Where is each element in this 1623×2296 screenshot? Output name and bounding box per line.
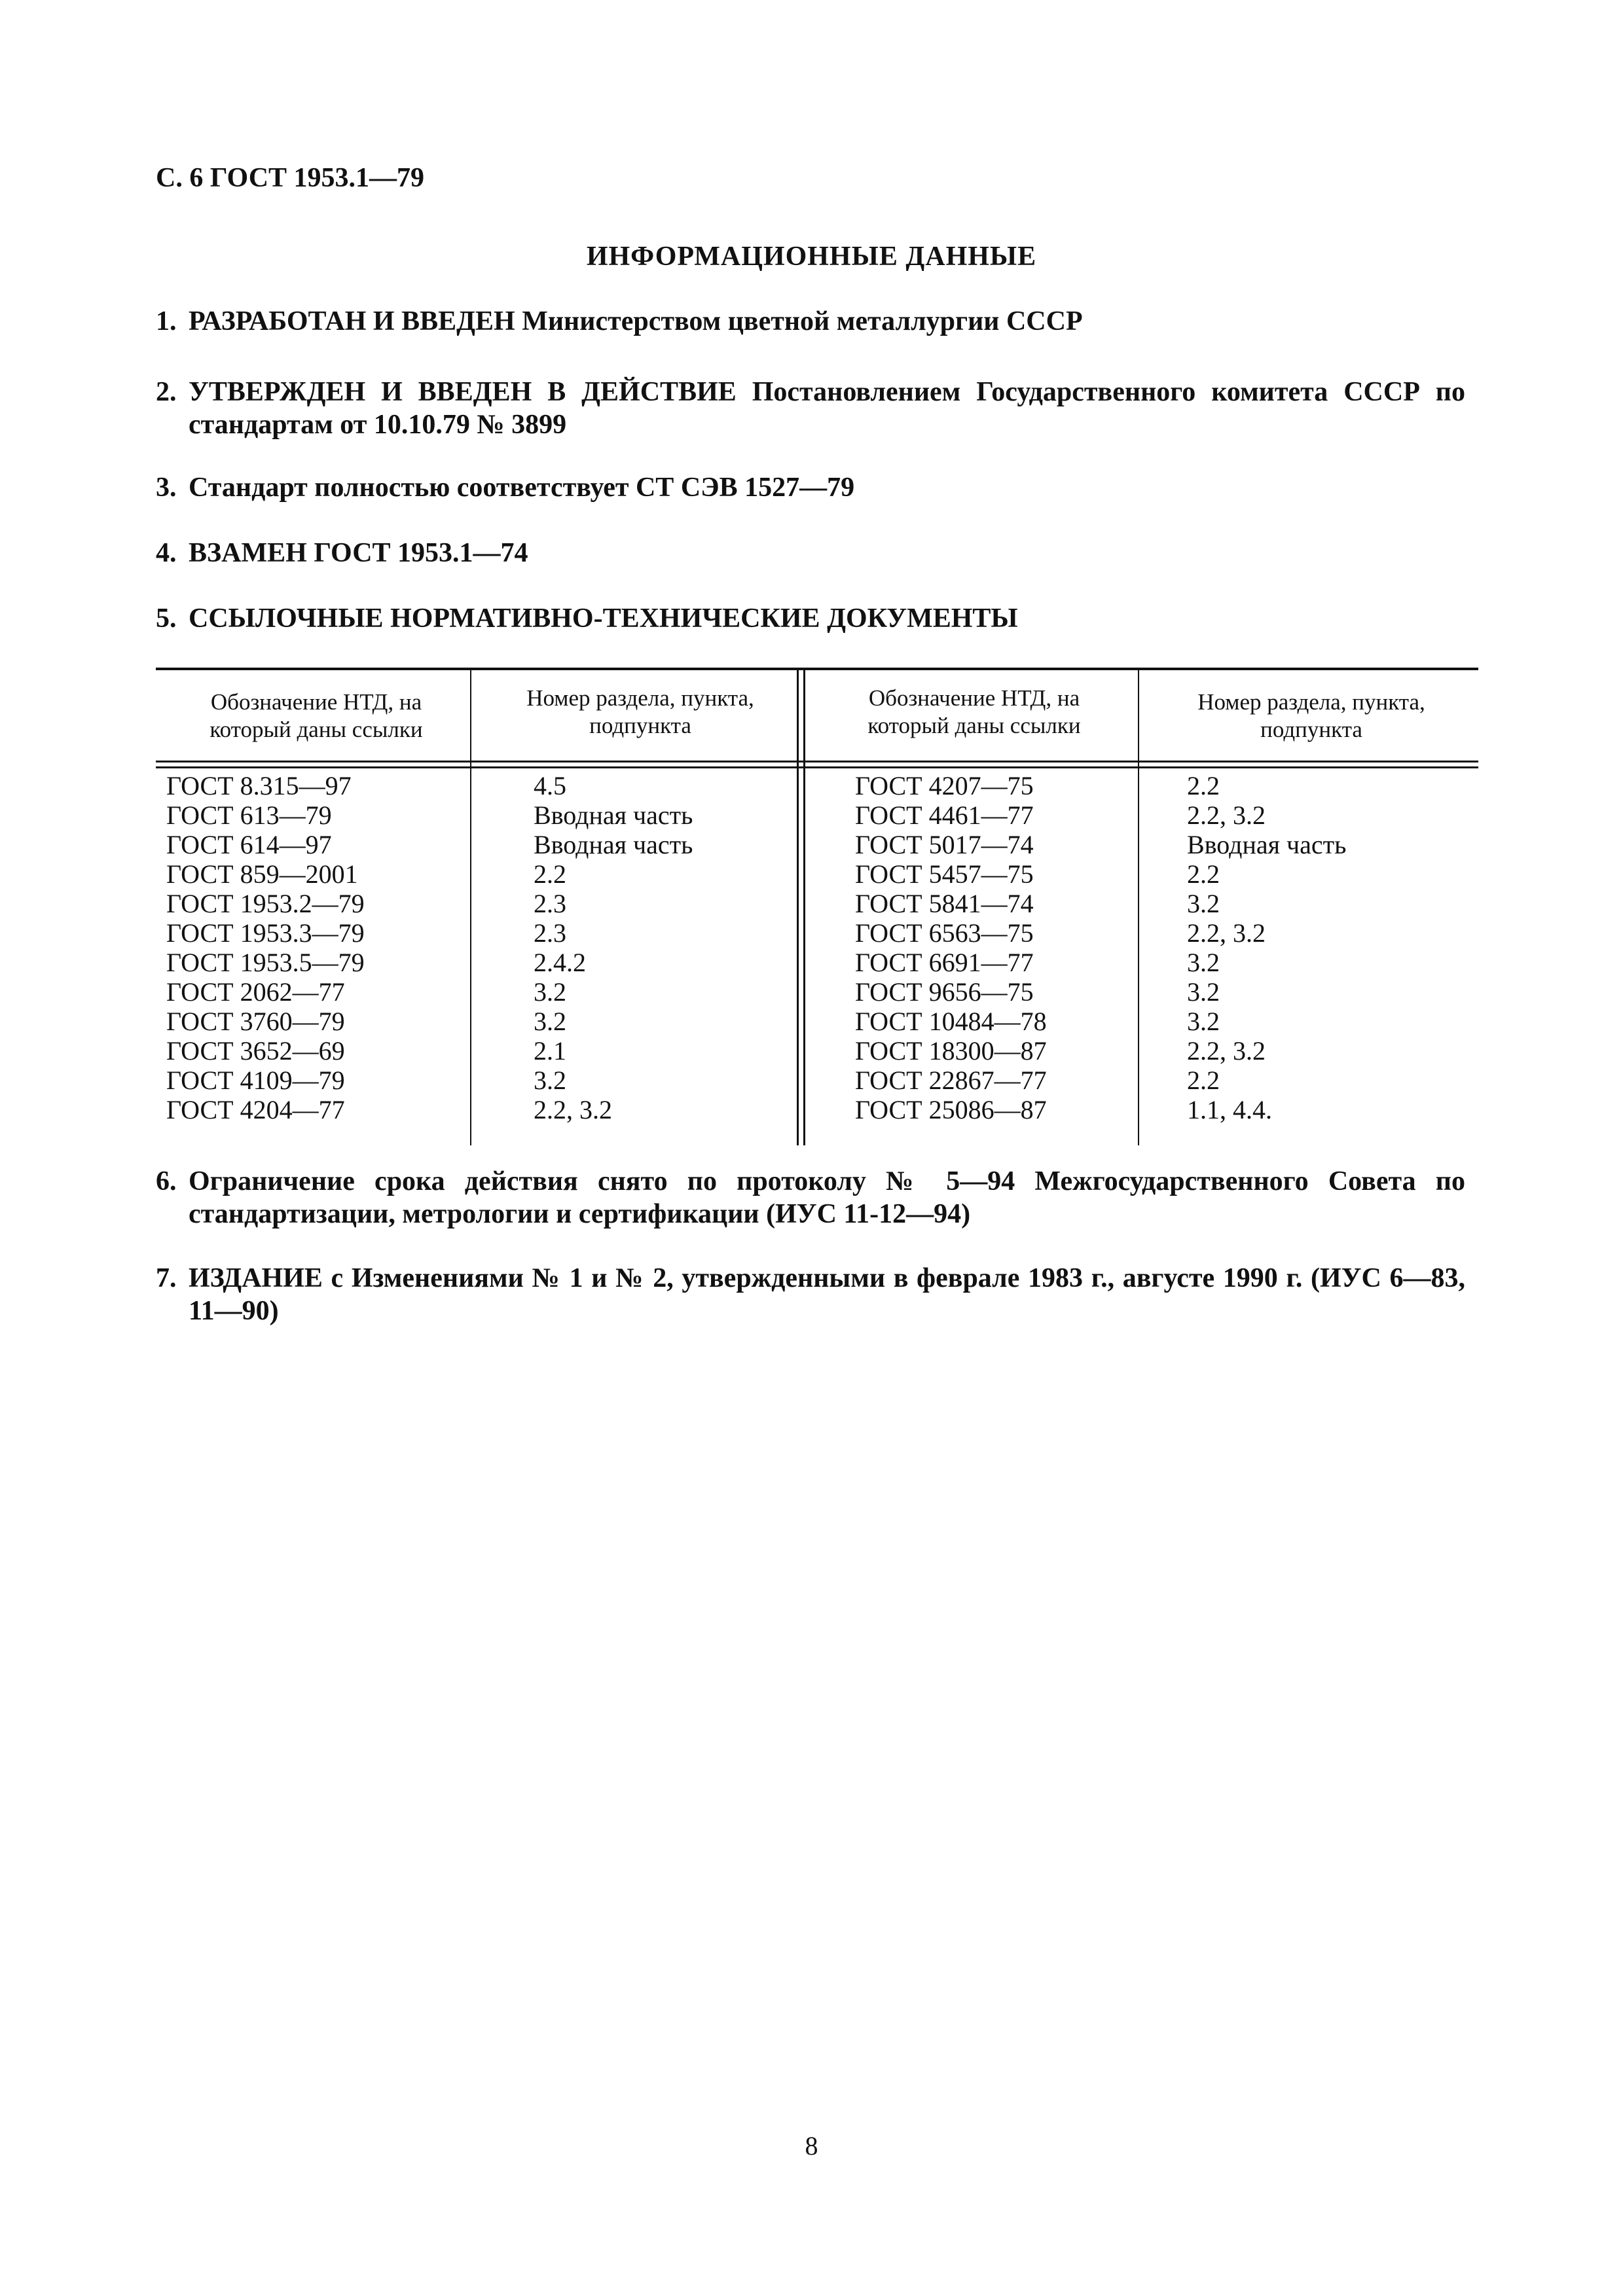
table-middle-double-rule [797, 668, 799, 1145]
right-table-cell-ref: 3.2 [1187, 1007, 1220, 1036]
right-table-cell-ref: 2.2, 3.2 [1187, 918, 1266, 948]
item-text: ВЗАМЕН ГОСТ 1953.1—74 [189, 538, 528, 568]
right-table-cell-ref: 2.2 [1187, 859, 1220, 889]
left-table-cell-doc: ГОСТ 3652—69 [166, 1036, 345, 1066]
info-item-5 [156, 602, 1465, 635]
info-item-6 [156, 1165, 1465, 1230]
right-table-cell-doc: ГОСТ 9656—75 [855, 977, 1034, 1007]
left-table-cell-doc: ГОСТ 3760—79 [166, 1007, 345, 1036]
info-item-1 [156, 305, 1465, 338]
table-header-rule [156, 766, 1478, 768]
left-table-cell-doc: ГОСТ 8.315—97 [166, 771, 352, 800]
table-top-rule [156, 668, 1478, 670]
right-table-cell-ref: 2.2, 3.2 [1187, 1036, 1266, 1066]
left-table-cell-ref: 2.3 [534, 918, 566, 948]
left-table-cell-doc: ГОСТ 4109—79 [166, 1066, 345, 1095]
item-text: Стандарт полностью соответствует СТ СЭВ 1527—79 [189, 473, 855, 503]
table-header-cell: Обозначение НТД, на который даны ссылки [867, 685, 1081, 738]
left-table-cell-doc: ГОСТ 859—2001 [166, 859, 358, 889]
table-header-cell: Номер раздела, пункта, подпункта [1197, 689, 1425, 742]
table-column-left-refs [534, 771, 693, 1124]
right-table-cell-doc: ГОСТ 18300—87 [855, 1036, 1047, 1066]
right-table-cell-ref: 3.2 [1187, 889, 1220, 918]
item-number: 7. [156, 1263, 177, 1293]
item-number: 6. [156, 1166, 177, 1196]
table-header-cell: Обозначение НТД, на который даны ссылки [210, 689, 423, 742]
item-number: 5. [156, 603, 177, 634]
left-table-cell-ref: 3.2 [534, 977, 566, 1007]
right-table-cell-doc: ГОСТ 6691—77 [855, 948, 1034, 977]
left-table-cell-ref: 3.2 [534, 1066, 566, 1095]
left-table-cell-ref: 3.2 [534, 1007, 566, 1036]
item-text: ССЫЛОЧНЫЕ НОРМАТИВНО-ТЕХНИЧЕСКИЕ ДОКУМЕНТЫ [189, 603, 1018, 634]
section-title: ИНФОРМАЦИОННЫЕ ДАННЫЕ [586, 242, 1037, 272]
table-header-cell: Номер раздела, пункта, подпункта [526, 685, 754, 738]
table-column-right-docs [855, 771, 1047, 1124]
info-item-4 [156, 537, 1465, 569]
item-number: 1. [156, 306, 177, 336]
right-table-cell-ref: 2.2, 3.2 [1187, 800, 1266, 830]
right-table-cell-ref: 3.2 [1187, 977, 1220, 1007]
left-table-cell-ref: 2.2, 3.2 [534, 1095, 612, 1124]
page-header: С. 6 ГОСТ 1953.1—79 [156, 163, 425, 193]
right-table-cell-doc: ГОСТ 25086—87 [855, 1095, 1047, 1124]
item-text: УТВЕРЖДЕН И ВВЕДЕН В ДЕЙСТВИЕ Постановлением Государственного комитета СССР по стандартам от 10.10.79 № 3899 [189, 377, 1465, 440]
table-column-rule [1138, 668, 1139, 1145]
right-table-cell-doc: ГОСТ 4207—75 [855, 771, 1034, 800]
item-number: 4. [156, 538, 177, 568]
right-table-cell-ref: 2.2 [1187, 771, 1220, 800]
left-table-cell-doc: ГОСТ 4204—77 [166, 1095, 345, 1124]
right-table-cell-doc: ГОСТ 4461—77 [855, 800, 1034, 830]
right-table-cell-doc: ГОСТ 22867—77 [855, 1066, 1047, 1095]
left-table-cell-ref: 4.5 [534, 771, 566, 800]
left-table-cell-ref: 2.2 [534, 859, 566, 889]
right-table-cell-doc: ГОСТ 5457—75 [855, 859, 1034, 889]
right-table-cell-ref: 2.2 [1187, 1066, 1220, 1095]
left-table-cell-doc: ГОСТ 613—79 [166, 800, 332, 830]
left-table-cell-ref: 2.1 [534, 1036, 566, 1066]
table-column-left-docs [166, 771, 365, 1124]
right-table-cell-ref: 1.1, 4.4. [1187, 1095, 1272, 1124]
left-table-cell-ref: Вводная часть [534, 800, 693, 830]
table-middle-double-rule [803, 668, 805, 1145]
item-text: РАЗРАБОТАН И ВВЕДЕН Министерством цветной металлургии СССР [189, 306, 1083, 336]
right-table-cell-ref: 3.2 [1187, 948, 1220, 977]
item-number: 3. [156, 473, 177, 503]
right-table-cell-ref: Вводная часть [1187, 830, 1347, 859]
info-item-2 [156, 376, 1465, 441]
right-table-cell-doc: ГОСТ 5841—74 [855, 889, 1034, 918]
item-number: 2. [156, 377, 177, 407]
item-text: ИЗДАНИЕ с Изменениями № 1 и № 2, утвержденными в феврале 1983 г., августе 1990 г. (ИУС 6—83, 11—90) [189, 1263, 1465, 1326]
left-table-cell-doc: ГОСТ 2062—77 [166, 977, 345, 1007]
left-table-cell-doc: ГОСТ 1953.2—79 [166, 889, 365, 918]
item-text: Ограничение срока действия снято по протоколу № 5—94 Межгосударственного Совета по стандартизации, метрологии и сертификации (ИУС 11-12—94) [189, 1166, 1465, 1229]
right-table-cell-doc: ГОСТ 6563—75 [855, 918, 1034, 948]
table-column-rule [470, 668, 471, 1145]
info-item-7 [156, 1262, 1465, 1327]
table-column-right-refs [1187, 771, 1346, 1124]
info-item-3 [156, 471, 1465, 504]
right-table-cell-doc: ГОСТ 5017—74 [855, 830, 1034, 859]
left-table-cell-doc: ГОСТ 1953.3—79 [166, 918, 365, 948]
table-header-rule [156, 761, 1478, 762]
left-table-cell-ref: Вводная часть [534, 830, 693, 859]
left-table-cell-ref: 2.4.2 [534, 948, 586, 977]
right-table-cell-doc: ГОСТ 10484—78 [855, 1007, 1047, 1036]
left-table-cell-ref: 2.3 [534, 889, 566, 918]
page-number: 8 [805, 2131, 818, 2161]
left-table-cell-doc: ГОСТ 614—97 [166, 830, 332, 859]
left-table-cell-doc: ГОСТ 1953.5—79 [166, 948, 365, 977]
